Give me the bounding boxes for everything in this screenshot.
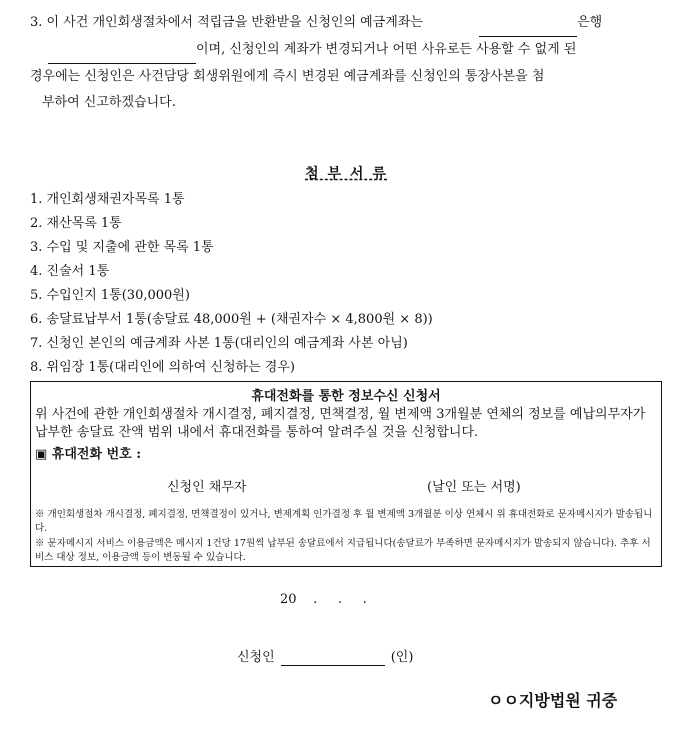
attachment-item: 4. 진술서 1통 — [30, 264, 110, 279]
attachment-item: 8. 위임장 1통(대리인에 의하여 신청하는 경우) — [30, 360, 295, 375]
date-line[interactable]: 20 . . . — [280, 592, 367, 607]
paragraph-3-line-4: 부하여 신고하겠습니다. — [42, 95, 176, 110]
paragraph-3-line-1: 3. 이 사건 개인회생절차에서 적립금을 반환받을 신청인의 예금계좌는 은행 — [30, 10, 670, 37]
attachments-list — [30, 188, 433, 380]
applicant-signature-line — [237, 646, 413, 666]
sms-notes — [35, 508, 657, 566]
attachment-item: 1. 개인회생채권자목록 1통 — [30, 192, 185, 207]
paragraph-3 — [30, 10, 670, 116]
attachment-item: 3. 수입 및 지출에 관한 목록 1통 — [30, 240, 214, 255]
court-addressee: ㅇㅇ지방법원 귀중 — [488, 691, 618, 710]
sms-note-1: ※ 개인회생절차 개시결정, 폐지결정, 면책결정이 있거나, 변제계획 인가결정 후 월 변제액 3개월분 이상 연체시 위 휴대전화로 문자메시지가 발송됩니다. — [35, 509, 653, 534]
sms-request-title: 휴대전화를 통한 정보수신 신청서 — [251, 389, 441, 404]
attachment-item: 7. 신청인 본인의 예금계좌 사본 1통(대리인의 예금계좌 사본 아님) — [30, 336, 408, 351]
seal-label: (인) — [390, 650, 414, 665]
attachment-item: 2. 재산목록 1통 — [30, 216, 122, 231]
attachment-item: 6. 송달료납부서 1통(송달료 48,000원 + (채권자수 × 4,800원 × 8)) — [30, 312, 433, 327]
applicant-name-blank[interactable] — [281, 650, 385, 666]
sms-note-2: ※ 문자메시지 서비스 이용금액은 메시지 1건당 17원씩 납부된 송달료에서 지급됩니다(송달료가 부족하면 문자메시지가 발송되지 않습니다). 추후 서비스 대상 정보, 이용금액 등이 변동될 수 있습니다. — [35, 538, 651, 563]
seal-or-signature-label[interactable]: (날인 또는 서명) — [427, 480, 521, 495]
phone-number-label[interactable]: ▣ 휴대전화 번호 : — [35, 447, 142, 462]
account-number-blank[interactable] — [48, 37, 196, 64]
bank-name-blank[interactable] — [479, 10, 577, 37]
attachments-title: 첨 부 서 류 — [305, 166, 388, 182]
sms-request-body: 위 사건에 관한 개인회생절차 개시결정, 폐지결정, 면책결정, 월 변제액 3개월분 연체의 정보를 예납의무자가 납부한 송달료 잔액 범위 내에서 휴대전화를 통하여 알려주실 것을 신청합니다. — [35, 407, 646, 440]
paragraph-3-line-3: 경우에는 신청인은 사건담당 회생위원에게 즉시 변경된 예금계좌를 신청인의 통장사본을 첨 — [30, 69, 545, 84]
attachment-item: 5. 수입인지 1통(30,000원) — [30, 288, 190, 303]
paragraph-3-line-2: 이며, 신청인의 계좌가 변경되거나 어떤 사유로든 사용할 수 없게 된 — [30, 37, 670, 64]
applicant-label: 신청인 — [237, 650, 275, 665]
applicant-debtor-label: 신청인 채무자 — [167, 480, 247, 495]
sms-request-box — [30, 381, 662, 567]
